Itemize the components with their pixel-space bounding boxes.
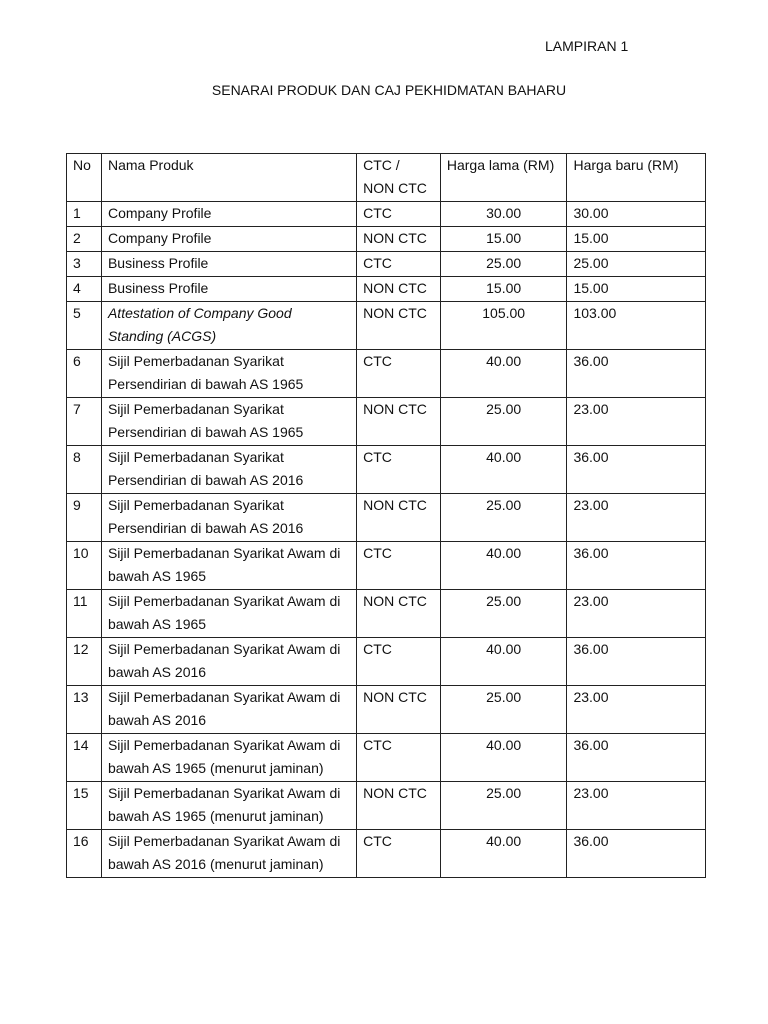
column-header-new-price: Harga baru (RM) (567, 154, 706, 202)
cell-new-price: 15.00 (567, 277, 706, 302)
table-header-row (67, 154, 706, 202)
cell-old-price: 25.00 (440, 782, 567, 830)
table-row (67, 227, 706, 252)
cell-ctc: NON CTC (357, 494, 441, 542)
cell-product-name: Sijil Pemerbadanan Syarikat Awam di bawah AS 1965 (menurut jaminan) (101, 782, 356, 830)
cell-product-name: Sijil Pemerbadanan Syarikat Persendirian di bawah AS 2016 (101, 494, 356, 542)
cell-new-price: 23.00 (567, 494, 706, 542)
cell-no: 7 (67, 398, 102, 446)
cell-ctc: CTC (357, 542, 441, 590)
cell-no: 1 (67, 202, 102, 227)
cell-new-price: 36.00 (567, 638, 706, 686)
cell-new-price: 36.00 (567, 446, 706, 494)
cell-ctc: CTC (357, 446, 441, 494)
cell-no: 14 (67, 734, 102, 782)
cell-new-price: 36.00 (567, 350, 706, 398)
table-row (67, 446, 706, 494)
cell-new-price: 30.00 (567, 202, 706, 227)
cell-old-price: 25.00 (440, 494, 567, 542)
cell-ctc: CTC (357, 202, 441, 227)
cell-old-price: 40.00 (440, 830, 567, 878)
cell-new-price: 23.00 (567, 782, 706, 830)
cell-no: 2 (67, 227, 102, 252)
cell-product-name: Sijil Pemerbadanan Syarikat Persendirian di bawah AS 1965 (101, 398, 356, 446)
table-row (67, 494, 706, 542)
table-row (67, 782, 706, 830)
cell-ctc: NON CTC (357, 227, 441, 252)
cell-old-price: 15.00 (440, 277, 567, 302)
cell-product-name: Company Profile (101, 227, 356, 252)
table-row (67, 734, 706, 782)
cell-old-price: 25.00 (440, 686, 567, 734)
cell-no: 3 (67, 252, 102, 277)
cell-no: 8 (67, 446, 102, 494)
cell-product-name: Attestation of Company Good Standing (ACGS) (101, 302, 356, 350)
cell-ctc: NON CTC (357, 302, 441, 350)
column-header-ctc: CTC / NON CTC (357, 154, 441, 202)
cell-old-price: 30.00 (440, 202, 567, 227)
cell-old-price: 25.00 (440, 398, 567, 446)
cell-ctc: NON CTC (357, 398, 441, 446)
cell-no: 15 (67, 782, 102, 830)
cell-old-price: 40.00 (440, 638, 567, 686)
cell-old-price: 15.00 (440, 227, 567, 252)
cell-old-price: 40.00 (440, 446, 567, 494)
cell-ctc: CTC (357, 252, 441, 277)
cell-product-name: Sijil Pemerbadanan Syarikat Awam di bawah AS 1965 (menurut jaminan) (101, 734, 356, 782)
cell-old-price: 40.00 (440, 350, 567, 398)
cell-no: 9 (67, 494, 102, 542)
table-body (67, 202, 706, 878)
document-title: SENARAI PRODUK DAN CAJ PEKHIDMATAN BAHARU (211, 82, 567, 98)
cell-no: 10 (67, 542, 102, 590)
cell-no: 4 (67, 277, 102, 302)
table-row (67, 686, 706, 734)
cell-no: 13 (67, 686, 102, 734)
cell-old-price: 105.00 (440, 302, 567, 350)
table-row (67, 350, 706, 398)
table-row (67, 202, 706, 227)
cell-no: 5 (67, 302, 102, 350)
cell-no: 6 (67, 350, 102, 398)
table-row (67, 638, 706, 686)
cell-no: 16 (67, 830, 102, 878)
cell-ctc: CTC (357, 638, 441, 686)
cell-old-price: 40.00 (440, 734, 567, 782)
cell-new-price: 36.00 (567, 830, 706, 878)
appendix-label: LAMPIRAN 1 (545, 38, 629, 54)
cell-ctc: CTC (357, 350, 441, 398)
cell-ctc: NON CTC (357, 686, 441, 734)
cell-product-name: Sijil Pemerbadanan Syarikat Awam di bawah AS 2016 (menurut jaminan) (101, 830, 356, 878)
column-header-old-price: Harga lama (RM) (440, 154, 567, 202)
cell-new-price: 15.00 (567, 227, 706, 252)
table-row (67, 830, 706, 878)
cell-product-name: Business Profile (101, 252, 356, 277)
cell-product-name: Sijil Pemerbadanan Syarikat Awam di bawah AS 1965 (101, 590, 356, 638)
cell-product-name: Sijil Pemerbadanan Syarikat Awam di bawah AS 2016 (101, 638, 356, 686)
table-row (67, 252, 706, 277)
cell-no: 12 (67, 638, 102, 686)
cell-new-price: 23.00 (567, 686, 706, 734)
table-row (67, 590, 706, 638)
cell-ctc: NON CTC (357, 277, 441, 302)
cell-ctc: CTC (357, 830, 441, 878)
cell-ctc: NON CTC (357, 782, 441, 830)
table-row (67, 302, 706, 350)
cell-new-price: 23.00 (567, 398, 706, 446)
table-row (67, 398, 706, 446)
cell-new-price: 25.00 (567, 252, 706, 277)
cell-new-price: 103.00 (567, 302, 706, 350)
cell-product-name: Sijil Pemerbadanan Syarikat Awam di bawah AS 2016 (101, 686, 356, 734)
product-price-table (66, 153, 706, 878)
cell-new-price: 36.00 (567, 734, 706, 782)
cell-old-price: 40.00 (440, 542, 567, 590)
table-row (67, 542, 706, 590)
cell-product-name: Company Profile (101, 202, 356, 227)
cell-product-name: Sijil Pemerbadanan Syarikat Persendirian di bawah AS 1965 (101, 350, 356, 398)
cell-ctc: CTC (357, 734, 441, 782)
cell-new-price: 23.00 (567, 590, 706, 638)
cell-no: 11 (67, 590, 102, 638)
cell-new-price: 36.00 (567, 542, 706, 590)
cell-product-name: Sijil Pemerbadanan Syarikat Awam di bawah AS 1965 (101, 542, 356, 590)
cell-ctc: NON CTC (357, 590, 441, 638)
cell-old-price: 25.00 (440, 590, 567, 638)
cell-product-name: Sijil Pemerbadanan Syarikat Persendirian di bawah AS 2016 (101, 446, 356, 494)
column-header-no: No (67, 154, 102, 202)
table-row (67, 277, 706, 302)
cell-product-name: Business Profile (101, 277, 356, 302)
column-header-product-name: Nama Produk (101, 154, 356, 202)
cell-old-price: 25.00 (440, 252, 567, 277)
